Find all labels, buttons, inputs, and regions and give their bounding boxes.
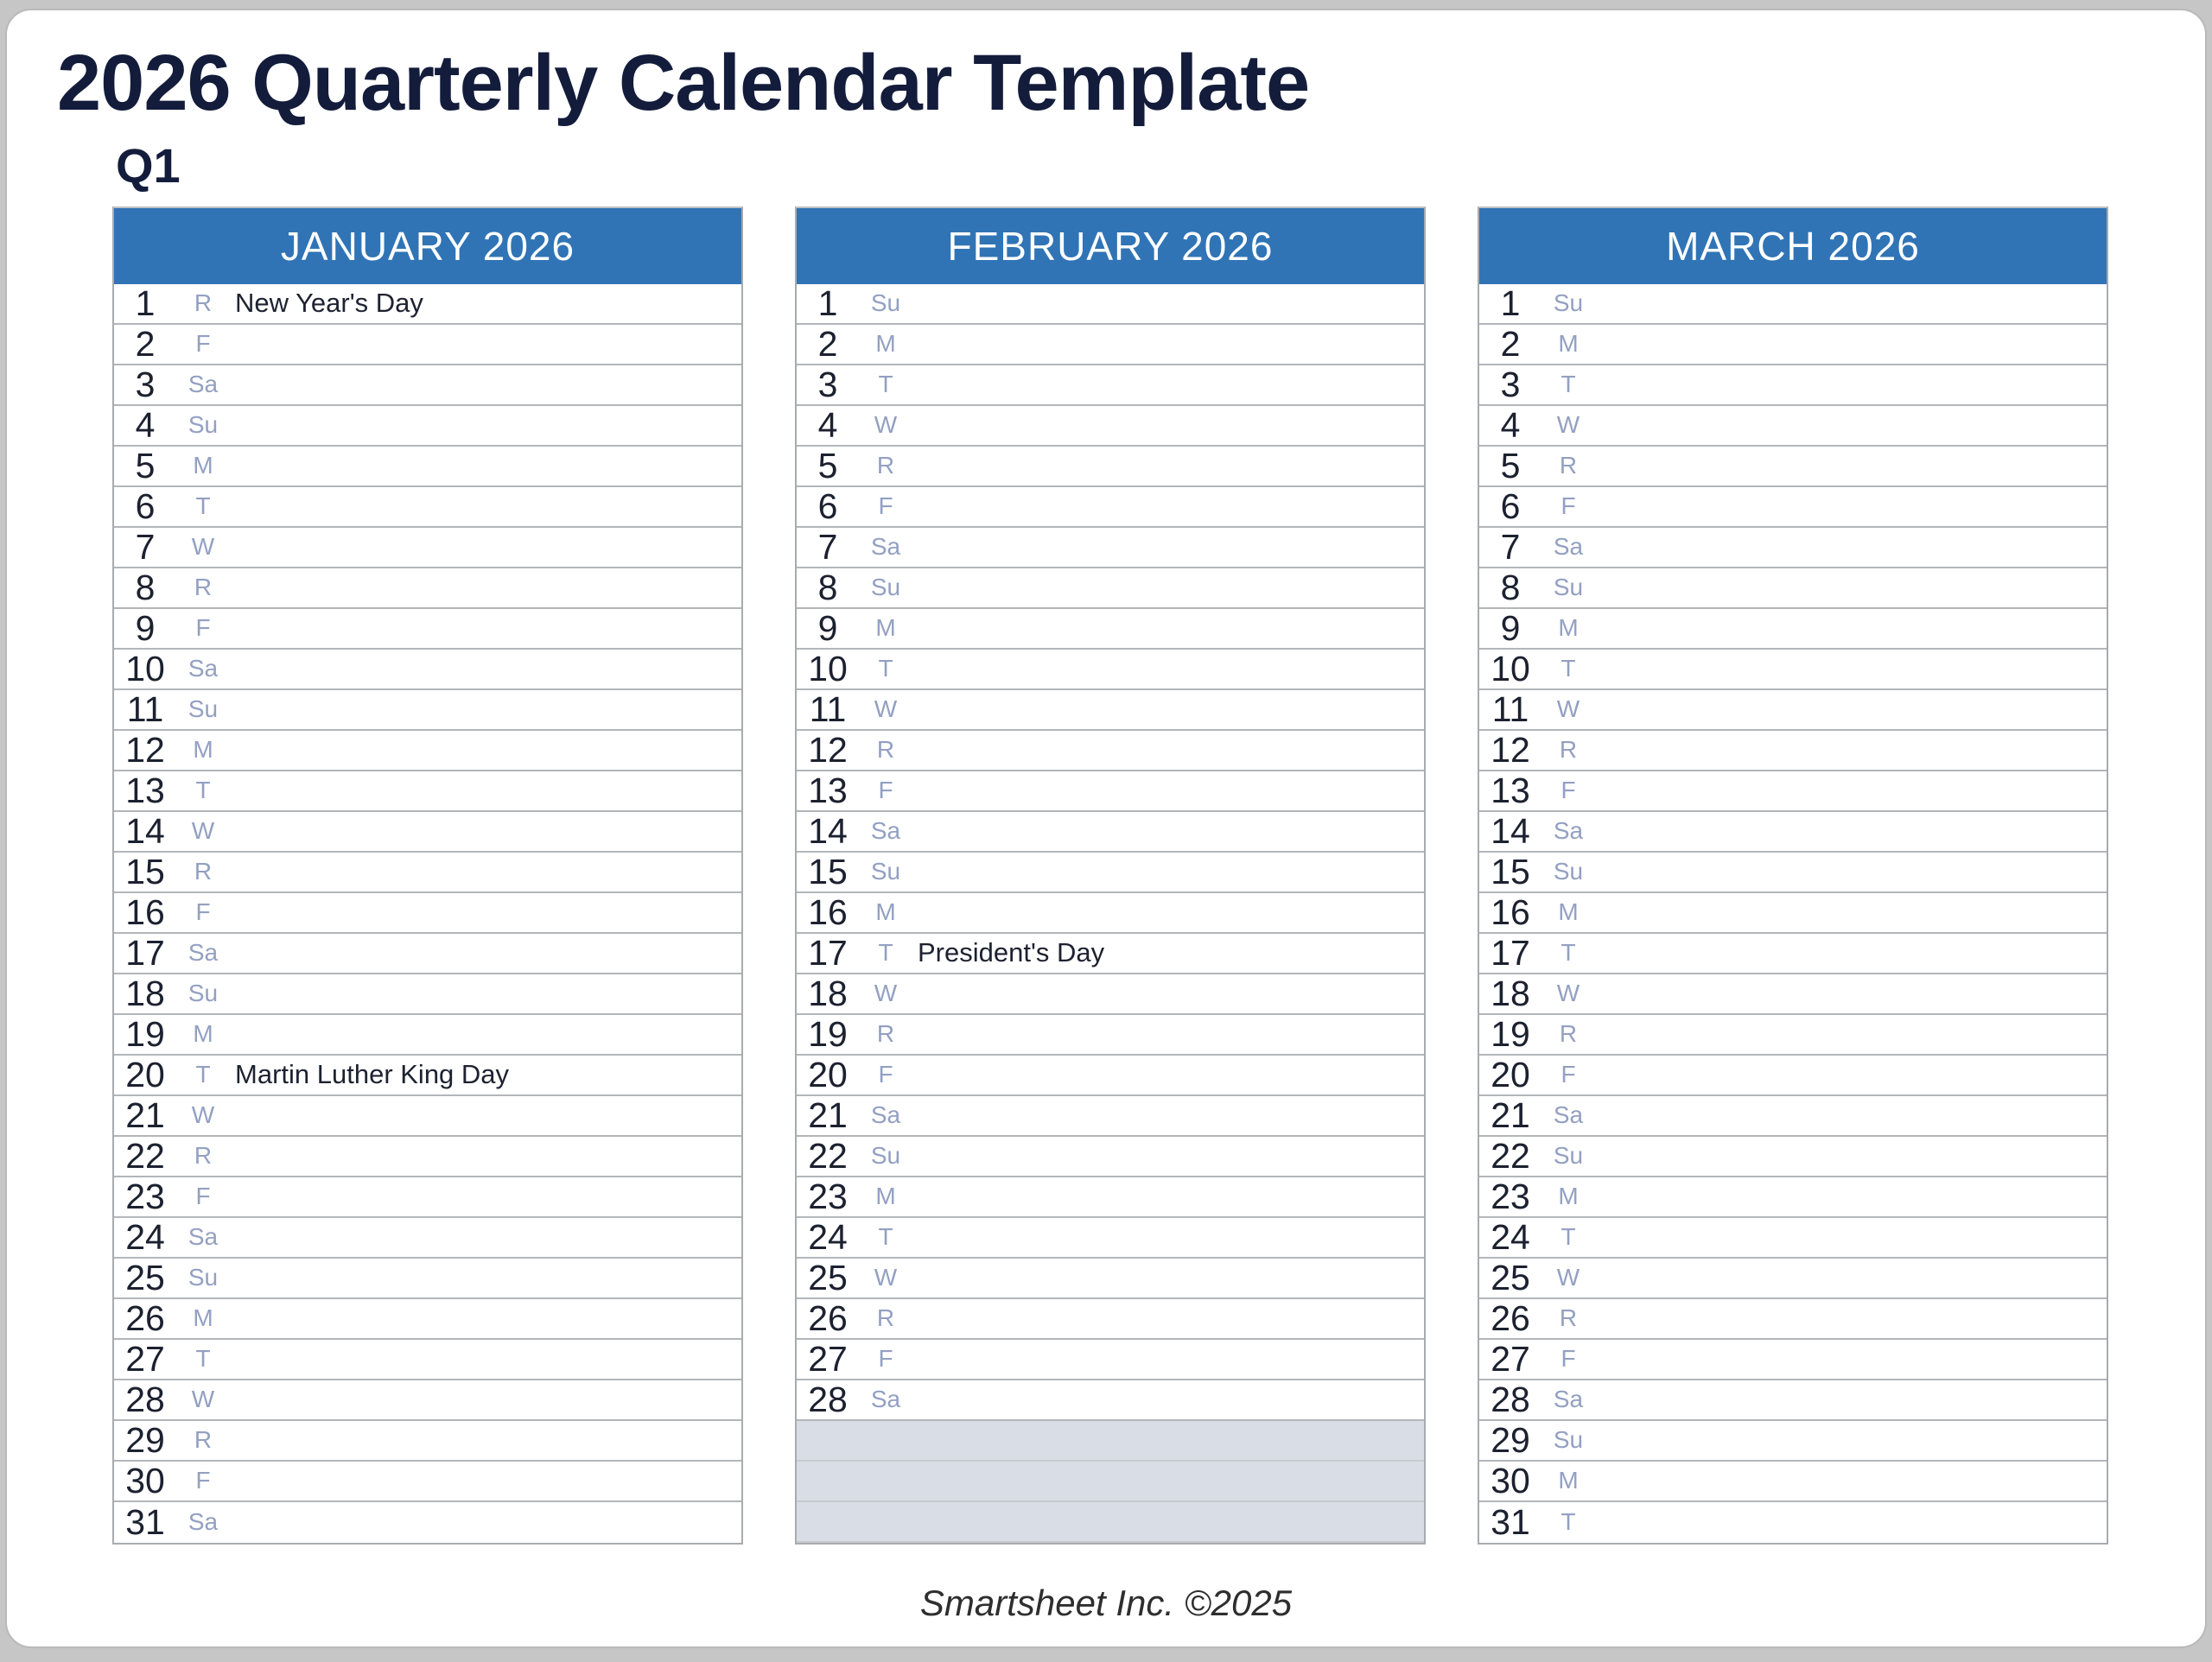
day-row	[797, 731, 1424, 771]
day-number: 28	[125, 1379, 165, 1419]
day-row	[114, 650, 741, 690]
day-row	[797, 650, 1424, 690]
weekday-letter: Sa	[188, 655, 219, 682]
weekday-letter: F	[1560, 492, 1576, 520]
weekday-letter: F	[1560, 1061, 1576, 1088]
weekday-letter: W	[1556, 1264, 1580, 1291]
day-row	[1479, 1421, 2107, 1462]
day-row	[114, 1340, 741, 1380]
day-number: 19	[808, 1013, 848, 1054]
weekday-letter: R	[194, 858, 213, 885]
month-column-march-2026	[1478, 206, 2108, 1545]
weekday-letter: Su	[188, 411, 219, 439]
day-number: 12	[808, 729, 848, 770]
day-row	[1479, 1340, 2107, 1380]
day-number: 29	[125, 1419, 165, 1460]
day-row	[114, 1421, 741, 1462]
day-number: 11	[1491, 688, 1529, 729]
day-number: 22	[1491, 1135, 1530, 1176]
weekday-letter: W	[191, 1101, 215, 1129]
empty-filler-row	[797, 1421, 1424, 1462]
weekday-letter: Su	[1553, 289, 1584, 317]
day-row	[114, 365, 741, 406]
day-number: 24	[1491, 1216, 1530, 1257]
day-row	[797, 365, 1424, 406]
day-number: 3	[135, 364, 156, 404]
day-row	[1479, 731, 2107, 771]
month-header: MARCH 2026	[1479, 208, 2107, 284]
weekday-letter: T	[195, 777, 211, 804]
day-row	[1479, 771, 2107, 812]
day-number: 21	[1491, 1094, 1530, 1135]
weekday-letter: Su	[1553, 1426, 1584, 1454]
day-row	[114, 609, 741, 650]
weekday-letter: Sa	[870, 1386, 901, 1413]
weekday-letter: W	[874, 695, 898, 723]
day-row	[1479, 1177, 2107, 1218]
day-number: 16	[1491, 891, 1530, 932]
day-row	[114, 1056, 741, 1096]
day-row	[797, 1299, 1424, 1340]
day-row	[114, 406, 741, 447]
month-column-january-2026	[112, 206, 743, 1545]
month-column-february-2026	[795, 206, 1426, 1545]
weekday-letter: W	[191, 533, 215, 561]
day-row	[1479, 568, 2107, 609]
day-row	[797, 1380, 1424, 1421]
weekday-letter: Sa	[188, 1223, 219, 1251]
day-number: 31	[1491, 1501, 1530, 1542]
day-row	[114, 771, 741, 812]
day-number: 8	[1500, 567, 1521, 607]
day-row	[114, 812, 741, 853]
day-row	[1479, 1502, 2107, 1543]
weekday-letter: T	[878, 371, 893, 398]
weekday-letter: F	[878, 492, 893, 520]
weekday-letter: M	[1558, 330, 1579, 358]
weekday-letter: M	[193, 452, 213, 479]
weekday-letter: R	[876, 452, 895, 479]
weekday-letter: M	[875, 898, 896, 926]
quarter-label: Q1	[116, 138, 181, 193]
day-number: 2	[817, 323, 838, 364]
weekday-letter: R	[876, 1020, 895, 1048]
day-number: 10	[1491, 648, 1530, 688]
day-number: 14	[125, 810, 165, 851]
weekday-letter: F	[195, 330, 211, 358]
day-number: 4	[817, 404, 838, 445]
weekday-letter: M	[193, 1304, 213, 1332]
weekday-letter: M	[1558, 1467, 1579, 1494]
months-container	[112, 206, 2108, 1545]
day-number: 5	[1500, 445, 1521, 485]
day-number: 18	[1491, 973, 1530, 1013]
weekday-letter: T	[195, 1061, 211, 1088]
weekday-letter: R	[876, 1304, 895, 1332]
day-number: 13	[808, 770, 848, 810]
weekday-letter: F	[195, 898, 211, 926]
day-number: 27	[1491, 1338, 1530, 1379]
day-row	[114, 487, 741, 528]
day-number: 8	[817, 567, 838, 607]
day-row	[114, 1137, 741, 1177]
day-number: 14	[808, 810, 848, 851]
weekday-letter: W	[874, 1264, 898, 1291]
day-number: 16	[808, 891, 848, 932]
weekday-letter: T	[1560, 371, 1576, 398]
weekday-letter: Su	[870, 1142, 901, 1170]
day-number: 18	[808, 973, 848, 1013]
day-row	[1479, 1015, 2107, 1056]
weekday-letter: Sa	[1553, 1386, 1584, 1413]
day-row	[797, 487, 1424, 528]
weekday-letter: M	[193, 736, 213, 764]
day-number: 6	[1500, 485, 1521, 526]
day-number: 4	[135, 404, 156, 445]
day-row	[114, 1096, 741, 1137]
weekday-letter: R	[1559, 1020, 1578, 1048]
day-number: 2	[135, 323, 156, 364]
weekday-letter: W	[874, 411, 898, 439]
day-row	[797, 609, 1424, 650]
day-number: 30	[125, 1460, 165, 1500]
day-row	[797, 1177, 1424, 1218]
day-row	[114, 325, 741, 365]
day-row	[1479, 812, 2107, 853]
day-number: 9	[1500, 607, 1521, 648]
day-number: 10	[125, 648, 165, 688]
weekday-letter: T	[878, 1223, 893, 1251]
weekday-letter: W	[1556, 411, 1580, 439]
weekday-letter: W	[1556, 695, 1580, 723]
day-number: 15	[1491, 851, 1530, 891]
day-number: 10	[808, 648, 848, 688]
day-row	[114, 731, 741, 771]
day-number: 20	[125, 1054, 165, 1094]
day-number: 25	[1491, 1257, 1530, 1297]
day-number: 26	[808, 1297, 848, 1338]
day-row	[797, 528, 1424, 568]
day-number: 26	[1491, 1297, 1530, 1338]
day-number: 6	[135, 485, 156, 526]
day-row	[797, 893, 1424, 934]
day-number: 7	[1500, 526, 1521, 567]
weekday-letter: Su	[188, 980, 219, 1007]
day-row	[1479, 974, 2107, 1015]
day-number: 20	[808, 1054, 848, 1094]
day-row	[114, 1462, 741, 1502]
weekday-letter: M	[875, 330, 896, 358]
day-row	[114, 1299, 741, 1340]
day-number: 19	[1491, 1013, 1530, 1054]
weekday-letter: M	[875, 1183, 896, 1210]
day-row	[114, 284, 741, 325]
day-row	[1479, 1137, 2107, 1177]
weekday-letter: T	[1560, 1508, 1576, 1536]
day-row	[797, 284, 1424, 325]
day-number: 8	[135, 567, 156, 607]
weekday-letter: T	[1560, 1223, 1576, 1251]
day-row	[797, 690, 1424, 731]
day-row	[114, 568, 741, 609]
day-number: 31	[125, 1501, 165, 1542]
day-row	[797, 406, 1424, 447]
day-number: 3	[1500, 364, 1521, 404]
day-number: 24	[808, 1216, 848, 1257]
day-row	[797, 853, 1424, 893]
day-number: 28	[808, 1379, 848, 1419]
day-row	[1479, 1299, 2107, 1340]
day-number: 24	[125, 1216, 165, 1257]
weekday-letter: R	[876, 736, 895, 764]
day-row	[1479, 447, 2107, 487]
weekday-letter: T	[878, 939, 893, 967]
day-row	[797, 447, 1424, 487]
weekday-letter: Sa	[188, 939, 219, 967]
weekday-letter: F	[878, 1061, 893, 1088]
day-number: 1	[1500, 282, 1521, 323]
day-row	[114, 1015, 741, 1056]
day-number: 21	[125, 1094, 165, 1135]
day-number: 21	[808, 1094, 848, 1135]
day-row	[1479, 1218, 2107, 1259]
day-row	[797, 1340, 1424, 1380]
day-row	[797, 325, 1424, 365]
day-row	[797, 1137, 1424, 1177]
day-row	[1479, 1259, 2107, 1299]
weekday-letter: Su	[870, 289, 901, 317]
day-number: 9	[817, 607, 838, 648]
day-number: 4	[1500, 404, 1521, 445]
holiday-label: President's Day	[918, 937, 1105, 968]
weekday-letter: T	[878, 655, 893, 682]
day-number: 1	[135, 282, 156, 323]
weekday-letter: R	[194, 1142, 213, 1170]
weekday-letter: F	[195, 1467, 211, 1494]
day-number: 17	[808, 932, 848, 973]
weekday-letter: W	[191, 817, 215, 845]
weekday-letter: W	[191, 1386, 215, 1413]
day-number: 11	[126, 688, 164, 729]
day-row	[797, 934, 1424, 974]
day-row	[797, 1259, 1424, 1299]
day-number: 16	[125, 891, 165, 932]
weekday-letter: F	[878, 1345, 893, 1373]
weekday-letter: Su	[870, 574, 901, 601]
holiday-label: New Year's Day	[235, 288, 423, 319]
day-number: 9	[135, 607, 156, 648]
day-row	[1479, 853, 2107, 893]
day-number: 13	[1491, 770, 1530, 810]
weekday-letter: F	[1560, 777, 1576, 804]
weekday-letter: R	[1559, 1304, 1578, 1332]
weekday-letter: Sa	[870, 817, 901, 845]
day-row	[1479, 365, 2107, 406]
day-row	[1479, 284, 2107, 325]
day-row	[114, 893, 741, 934]
day-number: 22	[125, 1135, 165, 1176]
day-row	[114, 974, 741, 1015]
weekday-letter: Sa	[1553, 533, 1584, 561]
day-row	[114, 528, 741, 568]
day-row	[1479, 609, 2107, 650]
day-row	[797, 1056, 1424, 1096]
day-number: 5	[135, 445, 156, 485]
day-row	[797, 1015, 1424, 1056]
weekday-letter: Su	[870, 858, 901, 885]
day-row	[1479, 690, 2107, 731]
weekday-letter: Sa	[1553, 1101, 1584, 1129]
day-number: 7	[817, 526, 838, 567]
day-row	[114, 1177, 741, 1218]
day-number: 15	[125, 851, 165, 891]
weekday-letter: M	[1558, 614, 1579, 642]
weekday-letter: Sa	[188, 371, 219, 398]
day-row	[1479, 650, 2107, 690]
day-number: 12	[1491, 729, 1530, 770]
day-row	[1479, 1380, 2107, 1421]
day-number: 26	[125, 1297, 165, 1338]
weekday-letter: Su	[1553, 574, 1584, 601]
day-number: 25	[808, 1257, 848, 1297]
weekday-letter: R	[194, 574, 213, 601]
day-row	[114, 853, 741, 893]
weekday-letter: R	[194, 289, 213, 317]
weekday-letter: M	[875, 614, 896, 642]
day-number: 22	[808, 1135, 848, 1176]
day-number: 30	[1491, 1460, 1530, 1500]
empty-filler-row	[797, 1502, 1424, 1543]
day-number: 23	[125, 1176, 165, 1216]
day-row	[1479, 528, 2107, 568]
day-number: 2	[1500, 323, 1521, 364]
day-number: 6	[817, 485, 838, 526]
day-row	[1479, 1096, 2107, 1137]
day-number: 27	[125, 1338, 165, 1379]
day-number: 17	[1491, 932, 1530, 973]
day-number: 18	[125, 973, 165, 1013]
day-number: 5	[817, 445, 838, 485]
day-number: 3	[817, 364, 838, 404]
weekday-letter: F	[195, 1183, 211, 1210]
day-number: 11	[809, 688, 847, 729]
weekday-letter: R	[1559, 452, 1578, 479]
weekday-letter: Sa	[1553, 817, 1584, 845]
weekday-letter: Su	[188, 1264, 219, 1291]
day-row	[797, 974, 1424, 1015]
day-number: 20	[1491, 1054, 1530, 1094]
weekday-letter: W	[1556, 980, 1580, 1007]
weekday-letter: T	[1560, 939, 1576, 967]
day-number: 28	[1491, 1379, 1530, 1419]
page-title: 2026 Quarterly Calendar Template	[57, 39, 1310, 127]
day-row	[797, 771, 1424, 812]
day-row	[1479, 893, 2107, 934]
day-row	[797, 812, 1424, 853]
holiday-label: Martin Luther King Day	[235, 1059, 510, 1090]
day-row	[797, 568, 1424, 609]
day-row	[114, 1502, 741, 1543]
weekday-letter: Su	[1553, 1142, 1584, 1170]
day-number: 27	[808, 1338, 848, 1379]
day-number: 12	[125, 729, 165, 770]
calendar-card	[5, 9, 2207, 1648]
day-number: 14	[1491, 810, 1530, 851]
weekday-letter: Sa	[870, 1101, 901, 1129]
weekday-letter: Su	[188, 695, 219, 723]
weekday-letter: T	[195, 492, 211, 520]
day-row	[114, 1218, 741, 1259]
day-row	[1479, 406, 2107, 447]
day-row	[797, 1218, 1424, 1259]
weekday-letter: M	[1558, 1183, 1579, 1210]
day-row	[114, 690, 741, 731]
day-number: 17	[125, 932, 165, 973]
day-row	[114, 934, 741, 974]
day-number: 1	[817, 282, 838, 323]
day-number: 23	[808, 1176, 848, 1216]
day-row	[114, 447, 741, 487]
day-number: 15	[808, 851, 848, 891]
weekday-letter: F	[195, 614, 211, 642]
empty-filler-row	[797, 1462, 1424, 1502]
day-number: 13	[125, 770, 165, 810]
weekday-letter: R	[194, 1426, 213, 1454]
weekday-letter: W	[874, 980, 898, 1007]
day-row	[1479, 1056, 2107, 1096]
day-number: 19	[125, 1013, 165, 1054]
weekday-letter: F	[878, 777, 893, 804]
weekday-letter: Sa	[188, 1508, 219, 1536]
month-header: FEBRUARY 2026	[797, 208, 1424, 284]
day-row	[1479, 325, 2107, 365]
weekday-letter: T	[1560, 655, 1576, 682]
weekday-letter: Su	[1553, 858, 1584, 885]
day-number: 25	[125, 1257, 165, 1297]
weekday-letter: F	[1560, 1345, 1576, 1373]
day-number: 7	[135, 526, 156, 567]
day-number: 29	[1491, 1419, 1530, 1460]
weekday-letter: T	[195, 1345, 211, 1373]
day-row	[114, 1380, 741, 1421]
footer-credit: Smartsheet Inc. ©2025	[919, 1583, 1293, 1623]
day-row	[1479, 487, 2107, 528]
day-row	[1479, 934, 2107, 974]
day-row	[114, 1259, 741, 1299]
day-row	[1479, 1462, 2107, 1502]
weekday-letter: Sa	[870, 533, 901, 561]
weekday-letter: R	[1559, 736, 1578, 764]
day-number: 23	[1491, 1176, 1530, 1216]
weekday-letter: M	[193, 1020, 213, 1048]
month-header: JANUARY 2026	[114, 208, 741, 284]
day-row	[797, 1096, 1424, 1137]
weekday-letter: M	[1558, 898, 1579, 926]
